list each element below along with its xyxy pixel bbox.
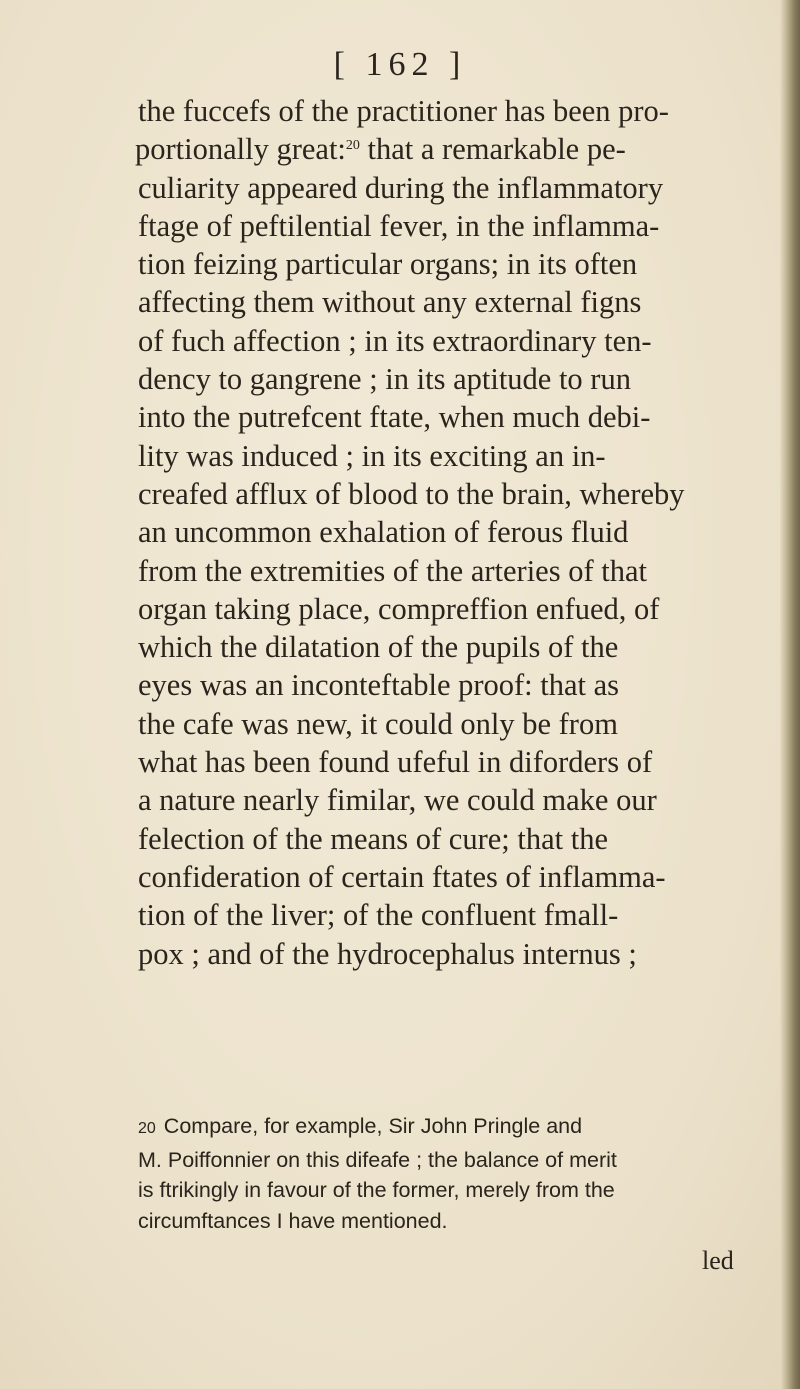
text-line: lity was induced ; in its exciting an in-	[138, 438, 606, 473]
text-line: ftage of peftilential fever, in the inflamma-	[138, 208, 660, 243]
page-edge-shadow	[780, 0, 800, 1389]
text-line: an uncommon exhalation of ferous fluid	[138, 515, 629, 550]
text-line: tion feizing particular organs; in its often	[138, 247, 638, 282]
text-line: from the extremities of the arteries of that	[138, 553, 647, 588]
body-text	[135, 92, 778, 973]
text-line: tion of the liver; of the confluent fmall-	[138, 898, 619, 933]
footnote-line: M. Poiffonnier on this difeafe ; the balance of merit	[138, 1147, 617, 1172]
text-line: of fuch affection ; in its extraordinary ten-	[138, 323, 652, 358]
catchword: led	[702, 1246, 734, 1275]
text-line: a nature nearly fimilar, we could make our	[138, 783, 657, 818]
footnote-text: Compare, for example, Sir John Pringle and	[163, 1114, 583, 1138]
text-line: the cafe was new, it could only be from	[138, 706, 618, 741]
text-line: organ taking place, compreffion enfued, of	[138, 591, 660, 626]
text-line-segment: that a remarkable pe-	[359, 132, 626, 167]
text-line: what has been found ufeful in diforders of	[138, 745, 653, 780]
text-line: eyes was an inconteftable proof: that as	[138, 668, 620, 703]
text-line-segment: portionally great:	[135, 132, 346, 167]
text-line: into the putrefcent ftate, when much debi-	[138, 400, 651, 435]
footnote-reference: 20	[345, 138, 360, 154]
text-line: dency to gangrene ; in its aptitude to run	[138, 362, 631, 397]
text-line: affecting them without any external figns	[138, 285, 642, 320]
text-line: confideration of certain ftates of inflamma-	[138, 859, 666, 894]
footnote-marker: 20	[138, 1120, 156, 1137]
footnote-line	[138, 1111, 778, 1145]
text-line: pox ; and of the hydrocephalus internus ;	[138, 936, 637, 971]
footnote	[138, 1111, 778, 1236]
text-line: the fuccefs of the practitioner has been pro-	[138, 94, 669, 128]
page-number: [ 162 ]	[333, 46, 467, 83]
text-line: culiarity appeared during the inflammatory	[138, 170, 664, 205]
text-line: felection of the means of cure; that the	[138, 821, 609, 856]
text-line: which the dilatation of the pupils of the	[138, 630, 619, 665]
footnote-line: is ftrikingly in favour of the former, merely from the	[138, 1178, 615, 1202]
text-line: creafed afflux of blood to the brain, whereby	[138, 476, 685, 511]
text-line	[135, 130, 778, 168]
footnote-line: circumftances I have mentioned.	[138, 1208, 448, 1233]
